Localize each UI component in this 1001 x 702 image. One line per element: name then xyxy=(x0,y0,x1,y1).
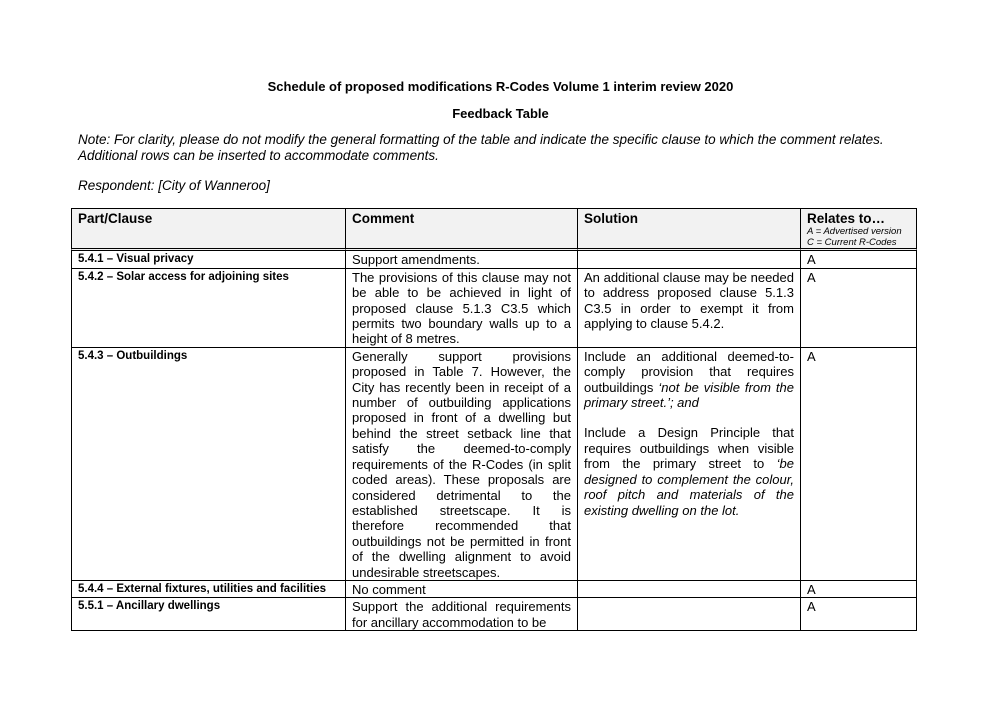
row-comment: Generally support provisions proposed in Table 7. However, the City has recently been in receipt of a number of outbuilding applications proposed in front of a dwelling but behind the street setback line that satisfy the deemed-to-comply requirements of the R-Codes (in split coded areas). These proposals are considered detrimental to the established streetscape. It is therefore recommended that outbuildings not be permitted in front of the dwelling alignment to avoid undesirable streetscapes. xyxy=(346,348,578,581)
row-comment: Support amendments. xyxy=(346,251,578,268)
relates-legend-c: C = Current R-Codes xyxy=(807,237,897,249)
row-comment: Support the additional requirements for ancillary accommodation to be xyxy=(346,598,578,631)
relates-to-label: Relates to… xyxy=(807,211,886,226)
row-part-clause: 5.4.4 – External fixtures, utilities and facilities xyxy=(71,581,346,598)
row-part-clause: 5.4.2 – Solar access for adjoining sites xyxy=(71,269,346,348)
document-title: Schedule of proposed modifications R-Codes Volume 1 interim review 2020 xyxy=(267,79,734,94)
row-part-clause: 5.5.1 – Ancillary dwellings xyxy=(71,598,346,631)
table-row xyxy=(71,581,917,598)
solution-text: Include a Design Principle that requires outbuildings when visible from the primary street to xyxy=(584,425,794,472)
row-relates-to: A xyxy=(801,269,917,348)
solution-quote: ‘not be visible from the primary street.’; and xyxy=(584,379,794,411)
table-row xyxy=(71,598,917,631)
solution-paragraph-2 xyxy=(584,425,794,517)
table-row xyxy=(71,269,917,348)
table-row xyxy=(71,348,917,581)
header-solution: Solution xyxy=(578,208,801,251)
header-relates-to xyxy=(801,208,917,251)
row-relates-to: A xyxy=(801,251,917,268)
table-header-row xyxy=(71,208,917,251)
header-part-clause: Part/Clause xyxy=(71,208,346,251)
relates-legend-a: A = Advertised version xyxy=(807,226,902,238)
feedback-table xyxy=(71,208,917,631)
table-row xyxy=(71,251,917,268)
row-solution xyxy=(578,251,801,268)
header-comment: Comment xyxy=(346,208,578,251)
row-part-clause: 5.4.1 – Visual privacy xyxy=(71,251,346,268)
row-solution xyxy=(578,598,801,631)
paragraph-gap xyxy=(584,410,794,425)
solution-paragraph-1 xyxy=(584,349,794,411)
row-part-clause: 5.4.3 – Outbuildings xyxy=(71,348,346,581)
respondent: Respondent: [City of Wanneroo] xyxy=(78,178,270,193)
row-comment: The provisions of this clause may not be able to be achieved in light of proposed clause 5.1.3 C3.5 which permits two boundary walls up to a height of 8 metres. xyxy=(346,269,578,348)
document-subtitle: Feedback Table xyxy=(452,106,549,121)
solution-quote: ‘be designed to complement the colour, roof pitch and materials of the existing dwelling on the lot. xyxy=(584,456,794,518)
row-solution: An additional clause may be needed to address proposed clause 5.1.3 C3.5 in order to exempt it from applying to clause 5.4.2. xyxy=(578,269,801,348)
row-solution xyxy=(578,581,801,598)
row-relates-to: A xyxy=(801,598,917,631)
row-relates-to: A xyxy=(801,348,917,581)
row-relates-to: A xyxy=(801,581,917,598)
row-solution xyxy=(578,348,801,581)
formatting-note: Note: For clarity, please do not modify the general formatting of the table and indicate the specific clause to which the comment relates. Additional rows can be inserted to accommodate comments. xyxy=(78,132,884,163)
row-comment: No comment xyxy=(346,581,578,598)
solution-text: Include an additional deemed-to-comply provision that requires outbuildings xyxy=(584,348,794,395)
